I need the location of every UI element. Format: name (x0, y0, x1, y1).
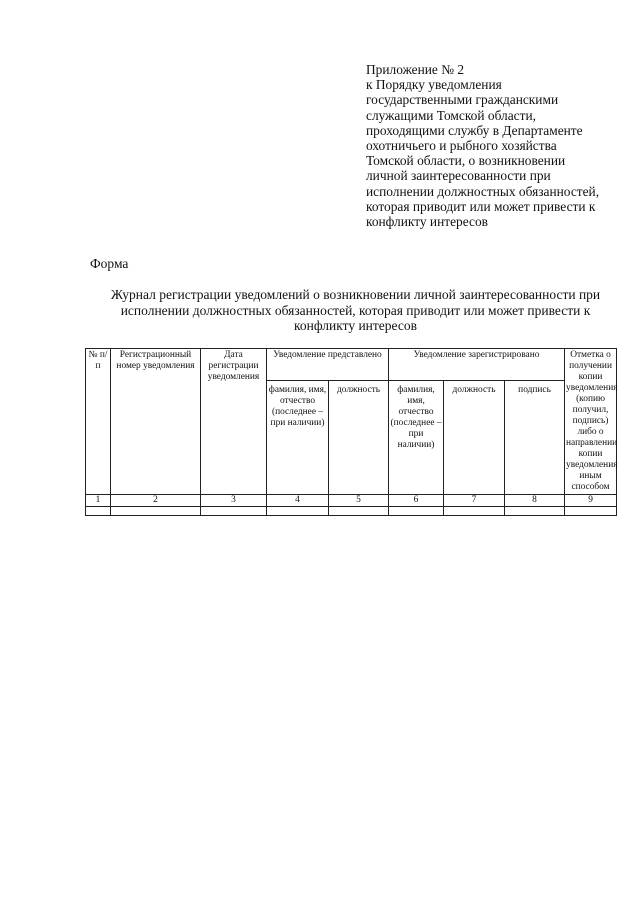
header-number: № п/п (86, 349, 111, 495)
journal-title-line: конфликту интересов (294, 318, 417, 333)
header-registration-date: Дата регистрации уведомления (201, 349, 267, 495)
column-number: 7 (444, 495, 505, 507)
column-number: 6 (389, 495, 444, 507)
journal-table (85, 348, 617, 516)
empty-cell (389, 507, 444, 516)
column-number: 2 (111, 495, 201, 507)
empty-cell (505, 507, 565, 516)
header-registration-number: Регистрационный номер уведомления (111, 349, 201, 495)
column-number: 3 (201, 495, 267, 507)
header-row (86, 349, 617, 381)
empty-cell (267, 507, 329, 516)
column-number: 4 (267, 495, 329, 507)
column-number: 1 (86, 495, 111, 507)
empty-entry-row (86, 507, 617, 516)
header-submitted: Уведомление представлено (267, 349, 389, 381)
appendix-line: которая приводит или может привести к (366, 198, 596, 214)
appendix-line: Приложение № 2 (366, 62, 465, 77)
empty-cell (565, 507, 617, 516)
subheader-registrar-name: фамилия, имя, отчество (последнее – при наличии) (389, 381, 444, 495)
appendix-line: конфликту интересов (366, 214, 488, 230)
subheader-registrar-position: должность (444, 381, 505, 495)
form-label: Форма (90, 256, 129, 271)
appendix-line: проходящими службу в Департаменте (366, 122, 583, 138)
empty-cell (444, 507, 505, 516)
appendix-line: Томской области, о возникновении (366, 153, 566, 169)
subheader-submitter-name: фамилия, имя, отчество (последнее – при наличии) (267, 381, 329, 495)
header-copy-mark: Отметка о получении копии уведомления (копию получил, подпись) либо о направлении копии уведомления иным способом (565, 349, 617, 495)
subheader-submitter-position: должность (329, 381, 389, 495)
appendix-line: охотничьего и рыбного хозяйства (366, 138, 557, 154)
appendix-line: исполнении должностных обязанностей, (366, 183, 600, 199)
empty-cell (201, 507, 267, 516)
appendix-line: личной заинтересованности при (366, 168, 551, 184)
column-number: 5 (329, 495, 389, 507)
empty-cell (86, 507, 111, 516)
appendix-line: государственными гражданскими (366, 92, 559, 108)
column-number: 9 (565, 495, 617, 507)
journal-title-line: Журнал регистрации уведомлений о возникновении личной заинтересованности при (110, 287, 601, 302)
appendix-line: служащими Томской области, (366, 107, 536, 123)
appendix-line: к Порядку уведомления (366, 77, 502, 93)
column-numbers-row (86, 495, 617, 507)
empty-cell (329, 507, 389, 516)
empty-cell (111, 507, 201, 516)
journal-title-line: исполнении должностных обязанностей, которая приводит или может привести к (120, 302, 591, 318)
column-number: 8 (505, 495, 565, 507)
header-registered: Уведомление зарегистрировано (389, 349, 565, 381)
appendix-block (366, 62, 628, 229)
journal-title (88, 287, 623, 334)
subheader-registrar-signature: подпись (505, 381, 565, 495)
